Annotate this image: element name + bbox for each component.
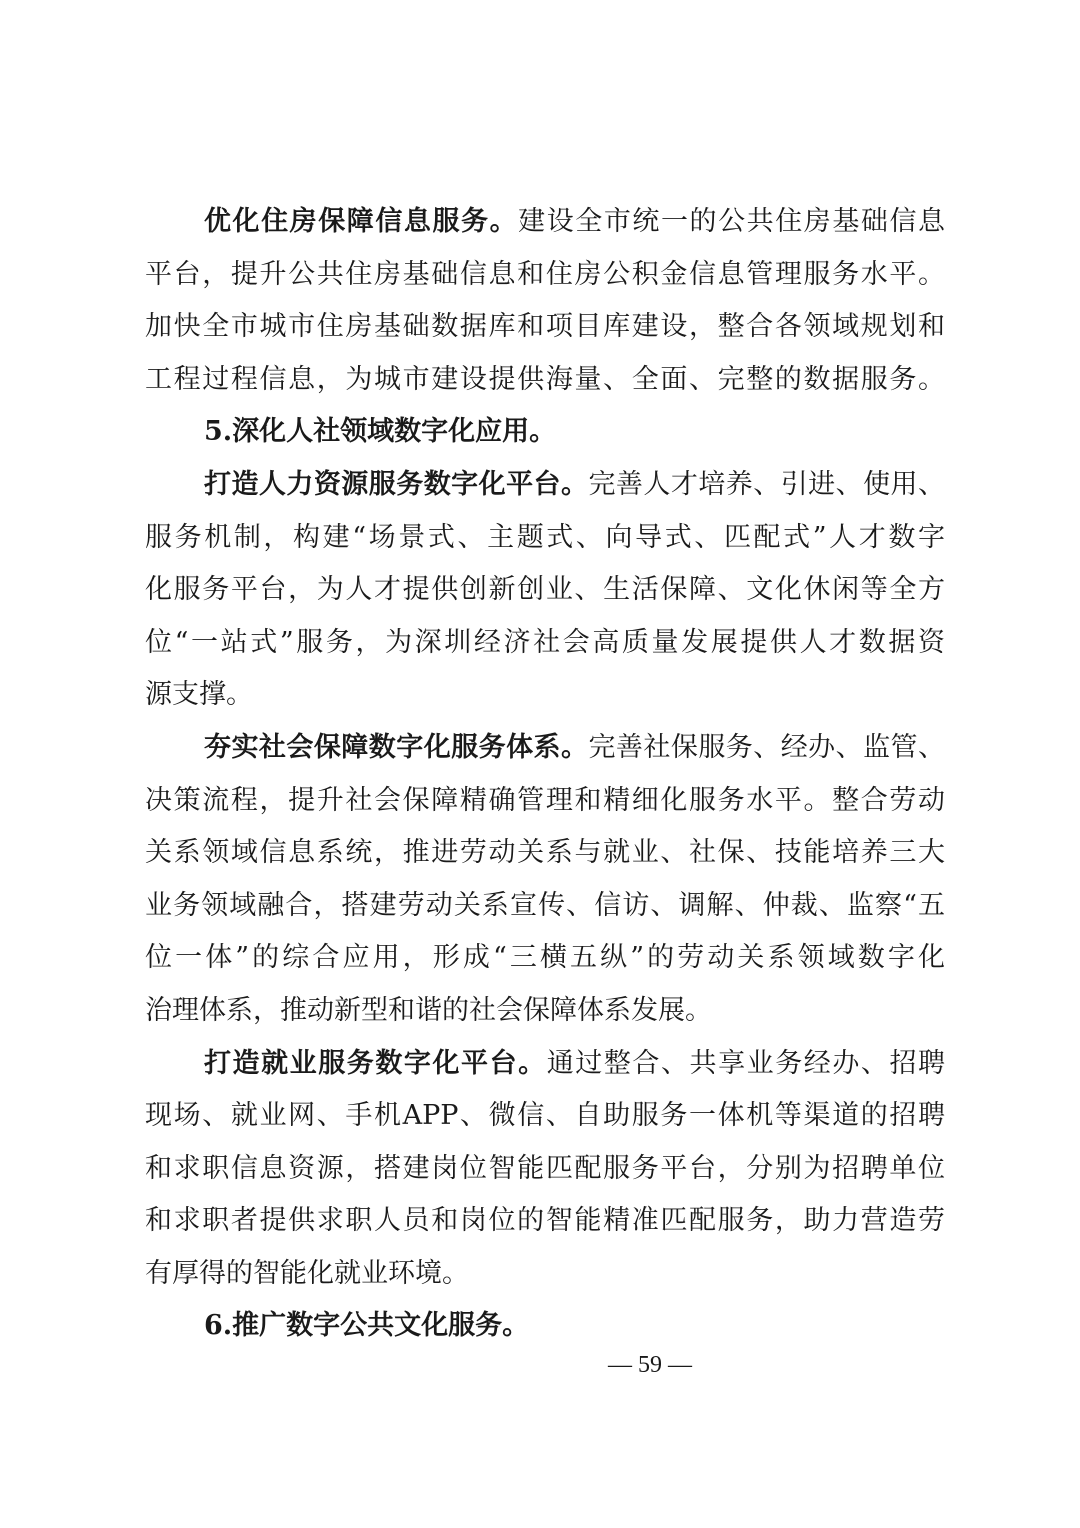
text-line — [145, 775, 945, 828]
text-line — [145, 512, 945, 565]
text-line — [145, 301, 945, 354]
body-text: 平台，提升公共住房基础信息和住房公积金信息管理服务水平。 — [145, 258, 945, 290]
body-text: 决策流程，提升社会保障精确管理和精细化服务水平。整合劳动 — [145, 784, 945, 816]
body-text: 加快全市城市住房基础数据库和项目库建设，整合各领域规划和 — [145, 311, 945, 343]
bold-heading: 打造就业服务数字化平台。 — [204, 1047, 547, 1079]
bold-heading: 夯实社会保障数字化服务体系。 — [204, 731, 589, 763]
body-text: 通过整合、共享业务经办、招聘 — [546, 1047, 946, 1079]
body-text: 现场、就业网、手机APP、微信、自助服务一体机等渠道的招聘 — [145, 1100, 945, 1132]
text-line — [145, 932, 945, 985]
document-body — [145, 196, 945, 1353]
body-text: 位“一站式”服务，为深圳经济社会高质量发展提供人才数据资 — [145, 626, 945, 658]
body-text: 工程过程信息，为城市建设提供海量、全面、完整的数据服务。 — [145, 363, 945, 395]
body-text: 有厚得的智能化就业环境。 — [145, 1257, 469, 1289]
text-line — [145, 985, 945, 1038]
text-line — [145, 1090, 945, 1143]
text-line — [145, 1143, 945, 1196]
text-line — [145, 354, 945, 407]
text-line — [145, 406, 945, 459]
text-line — [145, 827, 945, 880]
body-text: 源支撑。 — [145, 679, 253, 711]
body-text: 完善人才培养、引进、使用、 — [588, 468, 946, 500]
text-line — [145, 1195, 945, 1248]
body-text: 完善社保服务、经办、监管、 — [588, 731, 946, 763]
body-text: 化服务平台，为人才提供创新创业、生活保障、文化休闲等全方 — [145, 574, 945, 606]
text-line — [145, 1038, 945, 1091]
body-text: 和求职信息资源，搭建岗位智能匹配服务平台，分别为招聘单位 — [145, 1152, 945, 1184]
body-text: 治理体系，推动新型和谐的社会保障体系发展。 — [145, 994, 712, 1026]
text-line — [145, 617, 945, 670]
text-line — [145, 459, 945, 512]
bold-heading: 优化住房保障信息服务。 — [204, 206, 519, 237]
bold-heading: 5.深化人社领域数字化应用。 — [204, 416, 557, 448]
body-text: 服务机制，构建“场景式、主题式、向导式、匹配式”人才数字 — [145, 521, 945, 553]
text-line — [145, 196, 945, 249]
text-line — [145, 880, 945, 933]
body-text: 和求职者提供求职人员和岗位的智能精准匹配服务，助力营造劳 — [145, 1205, 945, 1237]
body-text: 位一体”的综合应用，形成“三横五纵”的劳动关系领域数字化 — [145, 942, 945, 974]
body-text: 业务领域融合，搭建劳动关系宣传、信访、调解、仲裁、监察“五 — [145, 889, 945, 921]
text-line — [145, 722, 945, 775]
body-text: 关系领域信息系统，推进劳动关系与就业、社保、技能培养三大 — [145, 837, 945, 869]
text-line — [145, 1300, 945, 1353]
page-number: — 59 — — [608, 1352, 692, 1378]
text-line — [145, 1248, 945, 1301]
bold-heading: 6.推广数字公共文化服务。 — [204, 1310, 530, 1342]
bold-heading: 打造人力资源服务数字化平台。 — [204, 468, 589, 500]
text-line — [145, 669, 945, 722]
text-line — [145, 564, 945, 617]
text-line — [145, 249, 945, 302]
body-text: 建设全市统一的公共住房基础信息 — [518, 206, 946, 237]
